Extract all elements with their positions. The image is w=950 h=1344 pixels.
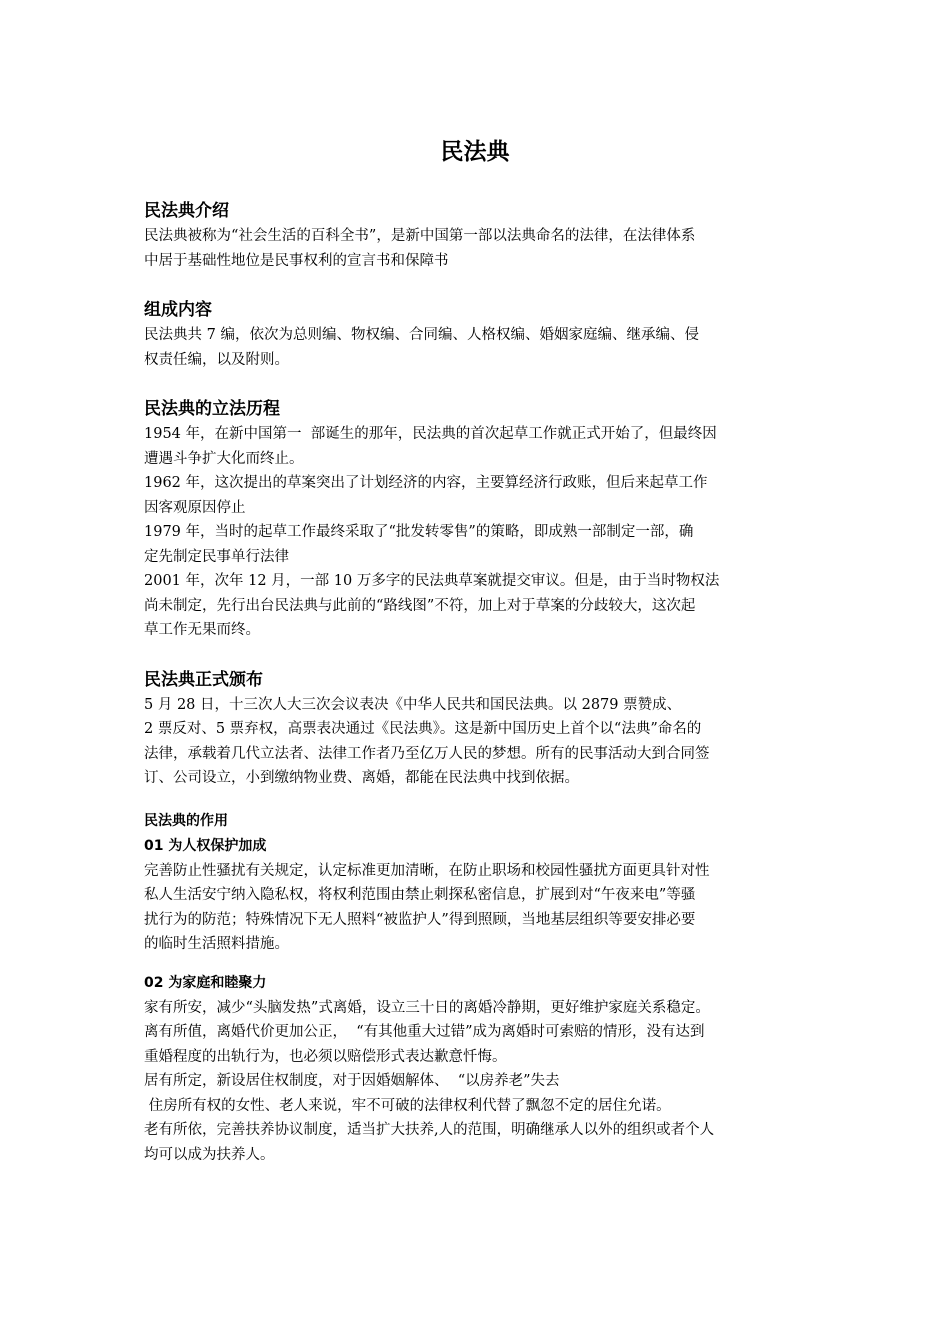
paragraph-line: 均可以成为扶养人。	[144, 1146, 275, 1163]
paragraph-line: 1962 年，这次提出的草案突出了计划经济的内容，主要算经济行政账，但后来起草工作	[144, 475, 708, 491]
paragraph-line: 老有所依，完善扶养协议制度，适当扩大扶养,人的范围，明确继承人以外的组织或者个人	[144, 1122, 715, 1138]
item-heading: 02 为家庭和睦聚力	[144, 974, 267, 991]
paragraph-line: 订、公司设立，小到缴纳物业费、离婚，都能在民法典中找到依据。	[144, 770, 579, 786]
spacer	[144, 643, 810, 667]
section-heading: 组成内容	[144, 300, 212, 320]
spacer	[144, 957, 810, 971]
section-history	[144, 396, 810, 643]
spacer	[144, 273, 810, 297]
paragraph-line: 定先制定民事单行法律	[144, 548, 289, 565]
paragraph-line: 的临时生活照料措施。	[144, 936, 289, 952]
paragraph-line: 扰行为的防范；特殊情况下无人照料“被监护人”得到照顾，当地基层组织等要安排必要	[144, 911, 696, 928]
section-heading: 民法典介绍	[144, 201, 229, 221]
paragraph-line: 私人生活安宁纳入隐私权，将权利范围由禁止刺探私密信息，扩展到对“午夜来电”等骚	[144, 887, 696, 903]
paragraph-line: 完善防止性骚扰有关规定，认定标准更加清晰，在防止职场和校园性骚扰方面更具针对性	[144, 862, 710, 879]
spacer	[144, 791, 810, 809]
section-heading: 民法典的立法历程	[144, 399, 280, 419]
paragraph-line: 5 月 28 日，十三次人大三次会议表决《中华人民共和国民法典。以 2879 票赞成、	[144, 696, 682, 713]
paragraph-line: 2 票反对、5 票弃权，高票表决通过《民法典》。这是新中国历史上首个以“法典”命名的	[144, 721, 702, 737]
item-heading: 01 为人权保护加成	[144, 837, 267, 854]
paragraph-line: 权责任编，以及附则。	[144, 351, 289, 368]
paragraph-line: 因客观原因停止	[144, 499, 246, 516]
paragraph-line: 民法典共 7 编，依次为总则编、物权编、合同编、人格权编、婚姻家庭编、继承编、侵	[144, 327, 699, 343]
paragraph-line: 草工作无果而终。	[144, 622, 260, 638]
paragraph-line: 法律，承载着几代立法者、法律工作者乃至亿万人民的梦想。所有的民事活动大到合同签	[144, 745, 710, 762]
section-heading: 民法典正式颁布	[144, 669, 263, 690]
paragraph-line: 家有所安，减少“头脑发热”式离婚，设立三十日的离婚冷静期，更好维护家庭关系稳定。	[144, 999, 710, 1016]
paragraph-line: 民法典被称为“社会生活的百科全书”，是新中国第一部以法典命名的法律，在法律体系	[144, 228, 696, 244]
paragraph-line: 住房所有权的女性、老人来说，牢不可破的法律权利代替了飘忽不定的居住允诺。	[144, 1097, 671, 1114]
section-promulgation	[144, 667, 810, 791]
paragraph-line: 中居于基础性地位是民事权利的宣言书和保障书	[144, 252, 449, 269]
section-effects	[144, 809, 810, 1168]
paragraph-line: 1954 年，在新中国第一 部诞生的那年，民法典的首次起草工作就正式开始了，但最终因	[144, 426, 717, 442]
section-heading: 民法典的作用	[144, 812, 228, 829]
paragraph-line: 2001 年，次年 12 月，一部 10 万多字的民法典草案就提交审议。但是，由于当时物权法	[144, 573, 720, 589]
paragraph-line: 离有所值，离婚代价更加公正， “有其他重大过错”成为离婚时可索赔的情形，没有达到	[144, 1024, 705, 1040]
paragraph-line: 1979 年，当时的起草工作最终采取了“批发转零售”的策略，即成熟一部制定一部，确	[144, 524, 694, 540]
paragraph-line: 重婚程度的出轨行为，也必须以赔偿形式表达歉意忏悔。	[144, 1048, 507, 1065]
page-title: 民法典	[440, 139, 510, 165]
paragraph-line: 尚未制定，先行出台民法典与此前的“路线图”不符，加上对于草案的分歧较大，这次起	[144, 597, 696, 614]
spacer	[144, 372, 810, 396]
paragraph-line: 居有所定，新设居住权制度，对于因婚姻解体、 “以房养老”失去	[144, 1073, 560, 1089]
section-intro	[144, 198, 810, 273]
document-body	[144, 198, 810, 1167]
paragraph-line: 遭遇斗争扩大化而终止。	[144, 450, 304, 467]
section-composition	[144, 297, 810, 372]
